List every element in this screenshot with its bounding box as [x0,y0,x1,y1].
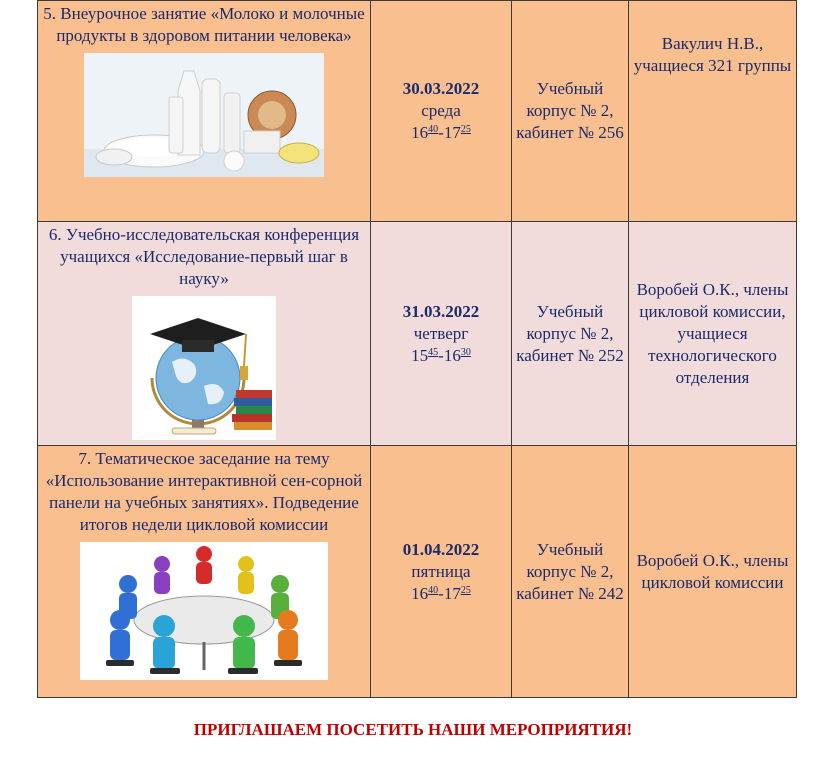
event-date: 01.04.2022 [402,539,480,559]
date-cell [371,446,512,698]
event-time: $15^{45}-16^{30}$ [411,345,471,365]
event-day: пятница [411,561,471,581]
event-cell [38,222,371,446]
event-title: 6. Учебно-исследовательская конференция учащихся «Исследование-первый шаг в науку» [48,225,360,288]
place-cell: Учебный корпус № 2, кабинет № 242 [512,446,629,698]
event-title: 7. Тематическое заседание на тему «Использование интерактивной сен-сорной панели на учебных занятиях». Подведение итогов недели цикловой комиссии [45,449,363,534]
globe-graduation-cap-image [132,296,276,440]
event-title: 5. Внеурочное занятие «Молоко и молочные продукты в здоровом питании человека» [43,4,365,45]
participants-cell: Воробей О.К., члены цикловой комиссии, учащиеся технологического отделения [629,222,797,446]
place-cell: Учебный корпус № 2, кабинет № 256 [512,1,629,222]
event-date: 31.03.2022 [402,301,480,321]
event-day: четверг [413,323,469,343]
invitation-footer: ПРИГЛАШАЕМ ПОСЕТИТЬ НАШИ МЕРОПРИЯТИЯ! [193,720,633,739]
event-day: среда [421,101,461,120]
table-row [38,1,797,222]
place-cell: Учебный корпус № 2, кабинет № 252 [512,222,629,446]
event-cell [38,446,371,698]
dairy-products-image [84,53,324,177]
event-cell [38,1,371,222]
event-date: 30.03.2022 [402,79,480,98]
round-table-meeting-image [80,542,328,680]
table-row [38,446,797,698]
participants-cell: Вакулич Н.В., учащиеся 321 группы [629,1,797,222]
table-row [38,222,797,446]
participants-cell: Воробей О.К., члены цикловой комиссии [629,446,797,698]
event-time: $16^{40}-17^{25}$ [411,123,471,142]
event-time: $16^{40}-17^{25}$ [411,583,471,603]
date-cell [371,1,512,222]
events-table [37,0,797,698]
date-cell [371,222,512,446]
